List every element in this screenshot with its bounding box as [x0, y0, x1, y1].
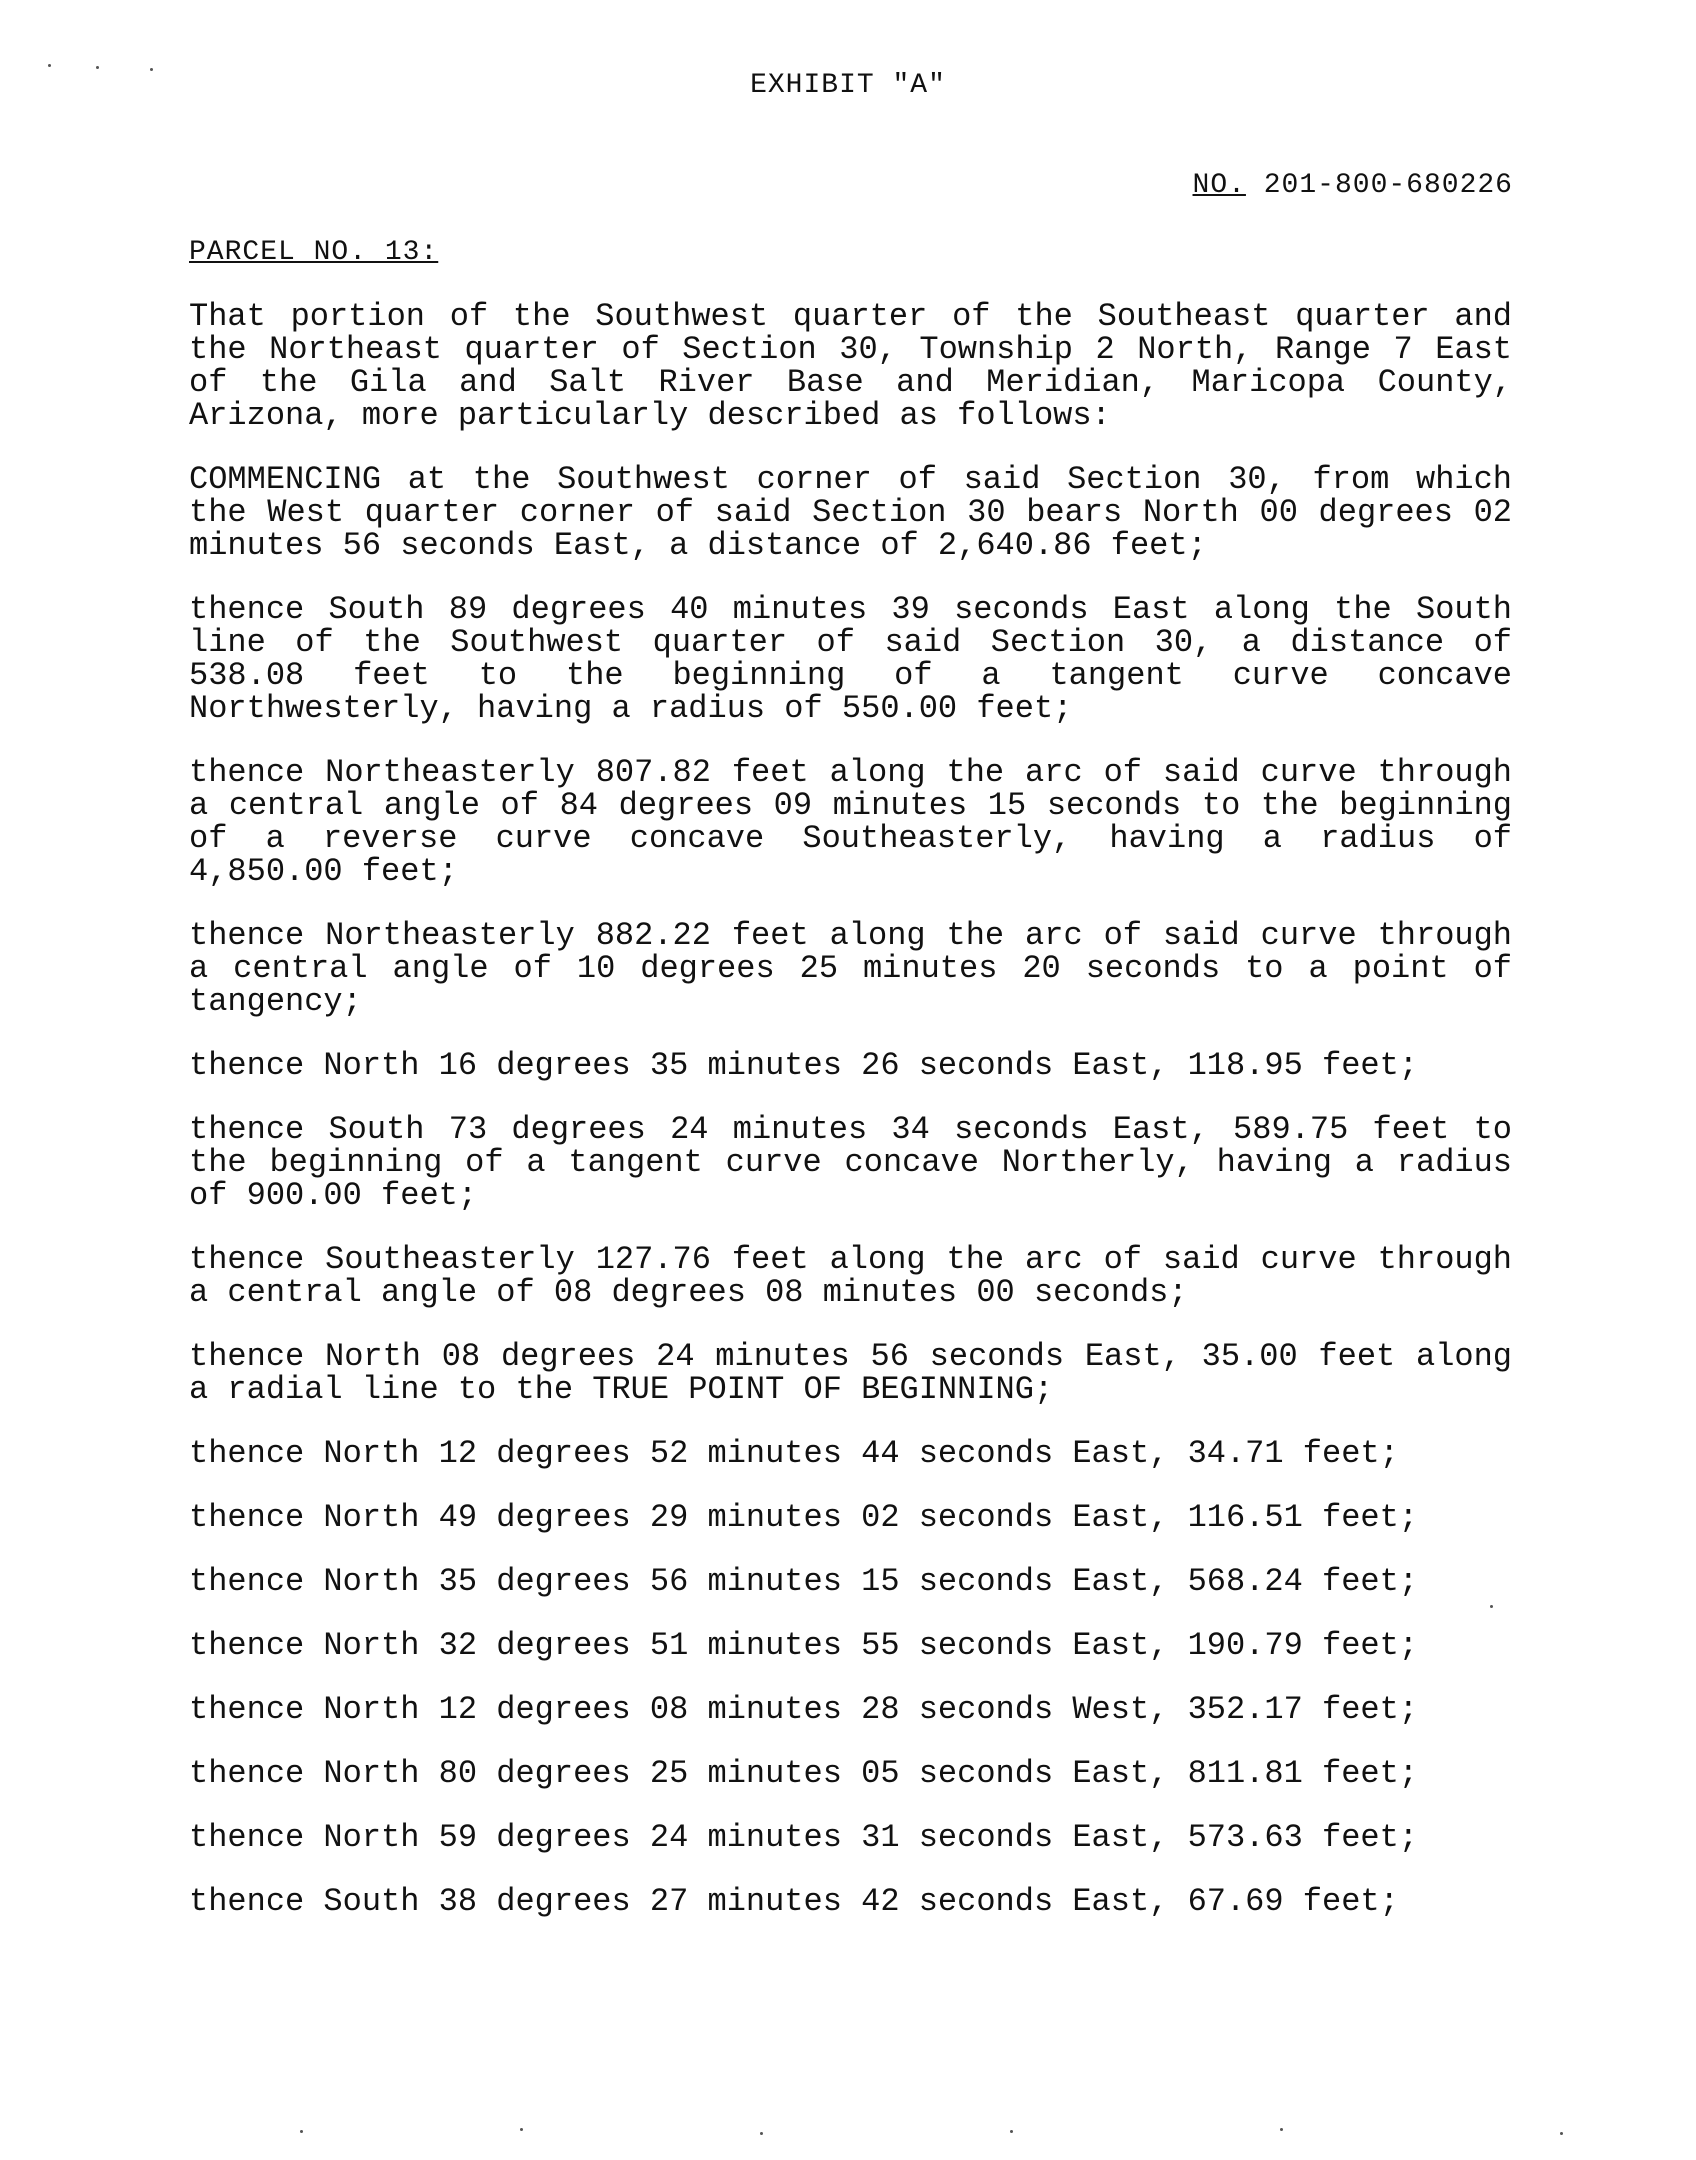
scan-speck: [150, 68, 153, 71]
scan-speck: [520, 2128, 523, 2131]
parcel-heading: PARCEL NO. 13:: [189, 237, 439, 268]
paragraph-course: thence North 59 degrees 24 minutes 31 seconds East, 573.63 feet;: [189, 1819, 1418, 1856]
paragraph-course: thence South 73 degrees 24 minutes 34 seconds East, 589.75 feet to the beginning of a tangent curve concave Northerly, having a radius of 900.00 feet;: [189, 1111, 1512, 1214]
scan-speck: [1490, 1605, 1493, 1608]
paragraph-course: thence Southeasterly 127.76 feet along the arc of said curve through a central angle of 08 degrees 08 minutes 00 seconds;: [189, 1241, 1512, 1311]
scan-speck: [300, 2130, 303, 2133]
paragraph-course: thence Northeasterly 807.82 feet along the arc of said curve through a central angle of 84 degrees 09 minutes 15 seconds to the beginning of a reverse curve concave Southeasterly, having a radius of 4,850.00 feet;: [189, 754, 1512, 890]
exhibit-title: EXHIBIT "A": [750, 70, 946, 101]
paragraph-course: thence South 89 degrees 40 minutes 39 seconds East along the South line of the Southwest quarter of said Section 30, a distance of 538.08 feet to the beginning of a tangent curve concave Northwesterly, having a radius of 550.00 feet;: [189, 591, 1512, 727]
document-number-label: NO.: [1192, 170, 1246, 201]
paragraph-intro: That portion of the Southwest quarter of the Southeast quarter and the Northeast quarter of Section 30, Township 2 North, Range 7 East of the Gila and Salt River Base and Meridian, Maricopa County, Arizona, more particularly described as follows:: [189, 298, 1512, 434]
paragraph-true-point-of-beginning: thence North 08 degrees 24 minutes 56 seconds East, 35.00 feet along a radial line to the TRUE POINT OF BEGINNING;: [189, 1338, 1512, 1408]
legal-description: [189, 300, 1512, 1949]
paragraph-course: thence North 35 degrees 56 minutes 15 seconds East, 568.24 feet;: [189, 1563, 1418, 1600]
document-number-value: 201-800-680226: [1263, 170, 1513, 201]
scan-speck: [1280, 2128, 1283, 2131]
paragraph-course: thence North 16 degrees 35 minutes 26 seconds East, 118.95 feet;: [189, 1047, 1418, 1084]
scan-speck: [760, 2132, 763, 2135]
paragraph-course: thence Northeasterly 882.22 feet along the arc of said curve through a central angle of 10 degrees 25 minutes 20 seconds to a point of tangency;: [189, 917, 1512, 1020]
paragraph-course: thence North 80 degrees 25 minutes 05 seconds East, 811.81 feet;: [189, 1755, 1418, 1792]
paragraph-course: thence North 49 degrees 29 minutes 02 seconds East, 116.51 feet;: [189, 1499, 1418, 1536]
paragraph-course: thence South 38 degrees 27 minutes 42 seconds East, 67.69 feet;: [189, 1883, 1399, 1920]
paragraph-commencing: COMMENCING at the Southwest corner of said Section 30, from which the West quarter corner of said Section 30 bears North 00 degrees 02 minutes 56 seconds East, a distance of 2,640.86 feet;: [189, 461, 1512, 564]
document-number: [1193, 170, 1513, 201]
scan-speck: [96, 66, 99, 69]
scan-speck: [48, 64, 51, 67]
scan-speck: [1560, 2132, 1563, 2135]
paragraph-course: thence North 12 degrees 52 minutes 44 seconds East, 34.71 feet;: [189, 1435, 1399, 1472]
scan-speck: [1010, 2130, 1013, 2133]
paragraph-course: thence North 32 degrees 51 minutes 55 seconds East, 190.79 feet;: [189, 1627, 1418, 1664]
paragraph-course: thence North 12 degrees 08 minutes 28 seconds West, 352.17 feet;: [189, 1691, 1418, 1728]
